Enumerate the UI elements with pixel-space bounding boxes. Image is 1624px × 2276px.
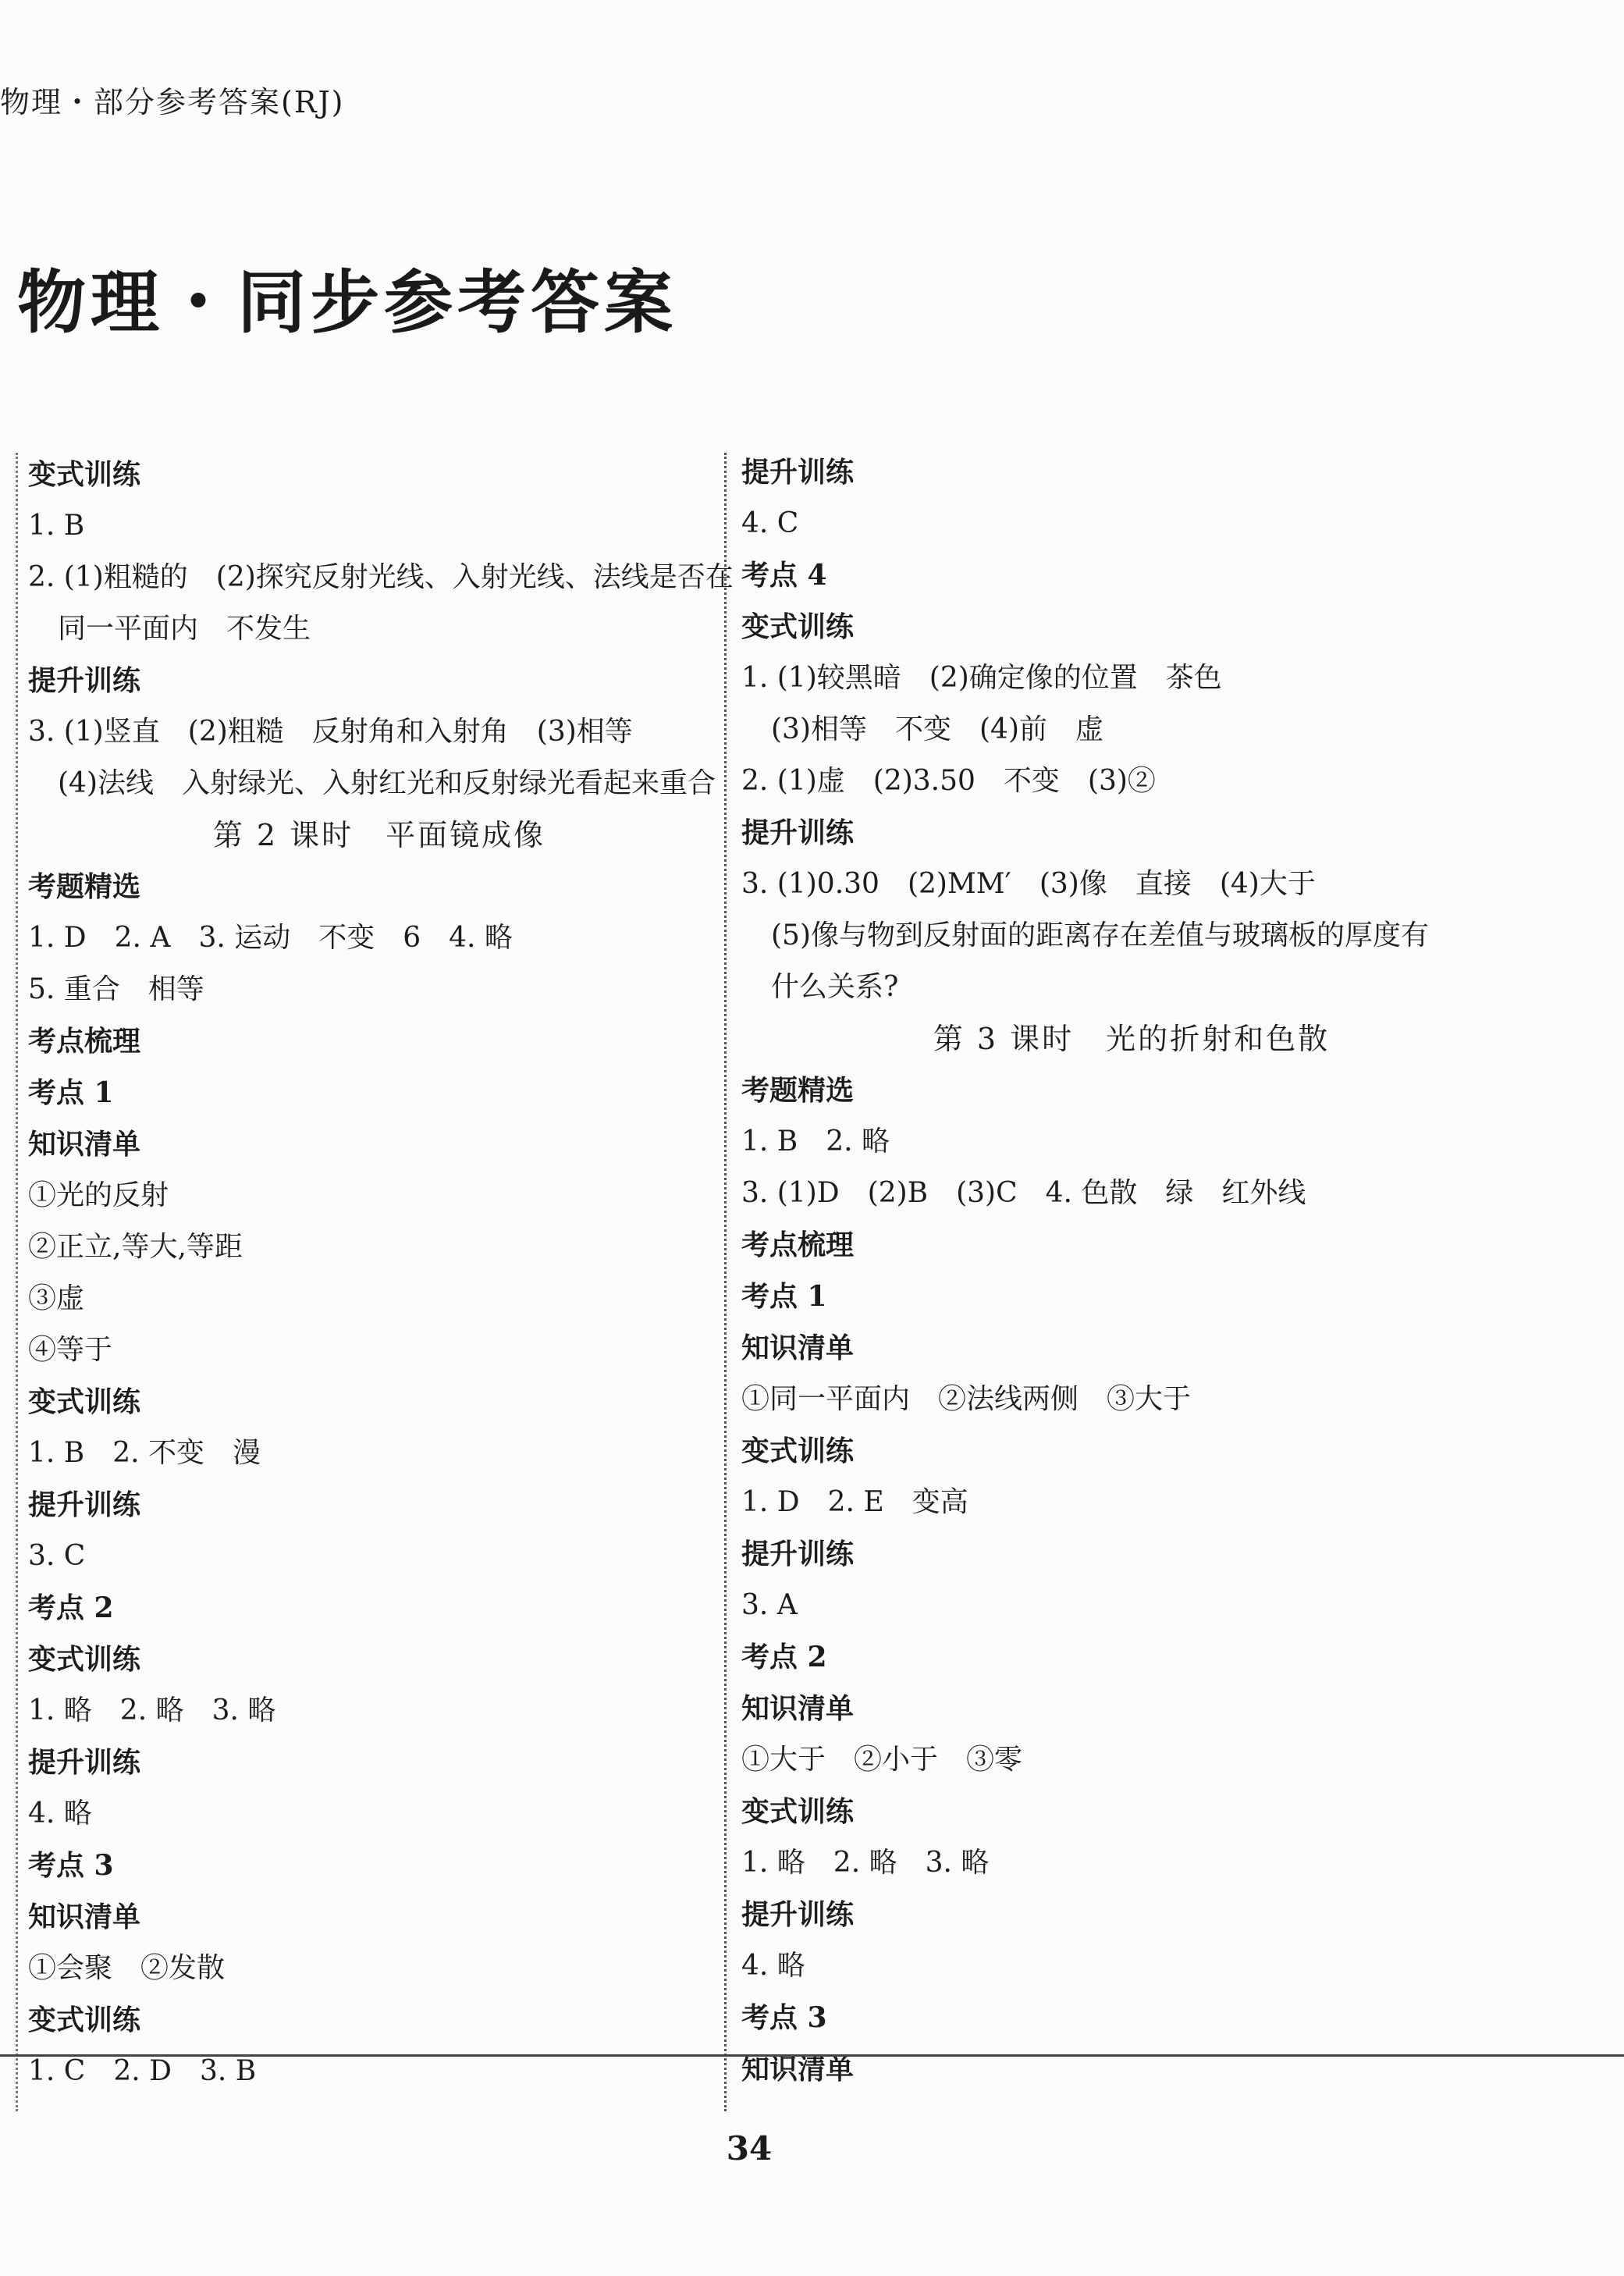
answer-line: 1. 略 2. 略 3. 略 bbox=[741, 1847, 990, 1879]
subsection-label: 变式训练 bbox=[28, 1385, 141, 1418]
subsection-label: 知识清单 bbox=[741, 1692, 855, 1725]
answer-line: (3)相等 不变 (4)前 虚 bbox=[771, 713, 1103, 745]
subsection-label: 考题精选 bbox=[28, 870, 141, 903]
answer-line: ①会聚 ②发散 bbox=[28, 1952, 226, 1984]
subsection-label: 考点 3 bbox=[28, 1849, 114, 1882]
answer-line: 1. C 2. D 3. B bbox=[28, 2055, 257, 2087]
answer-line: 2. (1)虚 (2)3.50 不变 (3)② bbox=[741, 765, 1156, 797]
subsection-label: 知识清单 bbox=[741, 2053, 855, 2086]
answer-line: 1. B bbox=[28, 510, 85, 542]
answer-line: ③虚 bbox=[28, 1282, 85, 1314]
answer-line: ①光的反射 bbox=[28, 1179, 169, 1211]
answer-line: 同一平面内 不发生 bbox=[58, 613, 311, 645]
page-number: 34 bbox=[726, 2129, 773, 2168]
subsection-label: 知识清单 bbox=[28, 1128, 141, 1161]
answer-line: 4. 略 bbox=[28, 1798, 92, 1830]
subsection-label: 变式训练 bbox=[28, 1643, 141, 1676]
left-column bbox=[28, 449, 734, 2097]
subsection-label: 知识清单 bbox=[741, 1332, 855, 1364]
subsection-label: 变式训练 bbox=[28, 2004, 141, 2036]
subsection-label: 考点 2 bbox=[741, 1641, 827, 1673]
answer-line: 1. B 2. 不变 漫 bbox=[28, 1437, 261, 1469]
subsection-label: 提升训练 bbox=[28, 664, 141, 697]
subsection-label: 考点梳理 bbox=[741, 1229, 855, 1261]
subsection-label: 变式训练 bbox=[741, 1435, 855, 1467]
answer-line: 1. (1)较黑暗 (2)确定像的位置 茶色 bbox=[741, 662, 1222, 694]
footer-rule bbox=[0, 2054, 1624, 2057]
subsection-label: 考点 2 bbox=[28, 1591, 114, 1624]
answer-line: 1. D 2. A 3. 运动 不变 6 4. 略 bbox=[28, 922, 513, 954]
answer-line: 2. (1)粗糙的 (2)探究反射光线、入射光线、法线是否在 bbox=[28, 561, 734, 593]
subsection-label: 考点 4 bbox=[741, 559, 827, 592]
answer-line: 4. C bbox=[741, 507, 799, 539]
subsection-label: 考题精选 bbox=[741, 1074, 855, 1107]
answer-line: (5)像与物到反射面的距离存在差值与玻璃板的厚度有 bbox=[771, 919, 1429, 951]
subsection-label: 提升训练 bbox=[741, 816, 855, 849]
answer-line: 4. 略 bbox=[741, 1950, 805, 1982]
running-header: 物理・部分参考答案(RJ) bbox=[0, 85, 345, 119]
answer-line: 1. B 2. 略 bbox=[741, 1126, 890, 1158]
answer-line: ①同一平面内 ②法线两侧 ③大于 bbox=[741, 1383, 1192, 1415]
answer-line: 1. D 2. E 变高 bbox=[741, 1486, 968, 1518]
section-heading: 第 2 课时 平面镜成像 bbox=[212, 818, 546, 852]
subsection-label: 提升训练 bbox=[741, 1898, 855, 1931]
answer-line: 5. 重合 相等 bbox=[28, 973, 204, 1005]
subsection-label: 提升训练 bbox=[28, 1746, 141, 1779]
answer-line: ①大于 ②小于 ③零 bbox=[741, 1744, 1023, 1776]
subsection-label: 提升训练 bbox=[28, 1488, 141, 1521]
right-column bbox=[741, 446, 1522, 2095]
subsection-label: 变式训练 bbox=[741, 610, 855, 643]
subsection-label: 考点梳理 bbox=[28, 1025, 141, 1058]
subsection-label: 提升训练 bbox=[741, 456, 855, 489]
subsection-label: 考点 3 bbox=[741, 2001, 827, 2034]
answer-line: 什么关系? bbox=[771, 971, 899, 1003]
subsection-label: 考点 1 bbox=[741, 1280, 827, 1313]
answer-line: (4)法线 入射绿光、入射红光和反射绿光看起来重合 bbox=[58, 767, 716, 799]
subsection-label: 考点 1 bbox=[28, 1076, 114, 1109]
answer-line: 3. (1)竖直 (2)粗糙 反射角和入射角 (3)相等 bbox=[28, 716, 633, 748]
section-heading: 第 3 课时 光的折射和色散 bbox=[933, 1022, 1331, 1056]
answer-line: 3. (1)D (2)B (3)C 4. 色散 绿 红外线 bbox=[741, 1177, 1306, 1209]
subsection-label: 变式训练 bbox=[28, 458, 141, 491]
answer-line: 3. A bbox=[741, 1589, 798, 1621]
subsection-label: 提升训练 bbox=[741, 1538, 855, 1570]
page-title: 物理・同步参考答案 bbox=[17, 262, 678, 343]
answer-line: ②正立,等大,等距 bbox=[28, 1231, 243, 1263]
subsection-label: 变式训练 bbox=[741, 1795, 855, 1828]
answer-line: 3. C bbox=[28, 1540, 86, 1572]
left-margin-dotted-line bbox=[16, 453, 18, 2111]
subsection-label: 知识清单 bbox=[28, 1901, 141, 1933]
answer-line: 3. (1)0.30 (2)MM′ (3)像 直接 (4)大于 bbox=[741, 868, 1316, 900]
answer-line: ④等于 bbox=[28, 1334, 113, 1366]
answer-line: 1. 略 2. 略 3. 略 bbox=[28, 1695, 276, 1727]
